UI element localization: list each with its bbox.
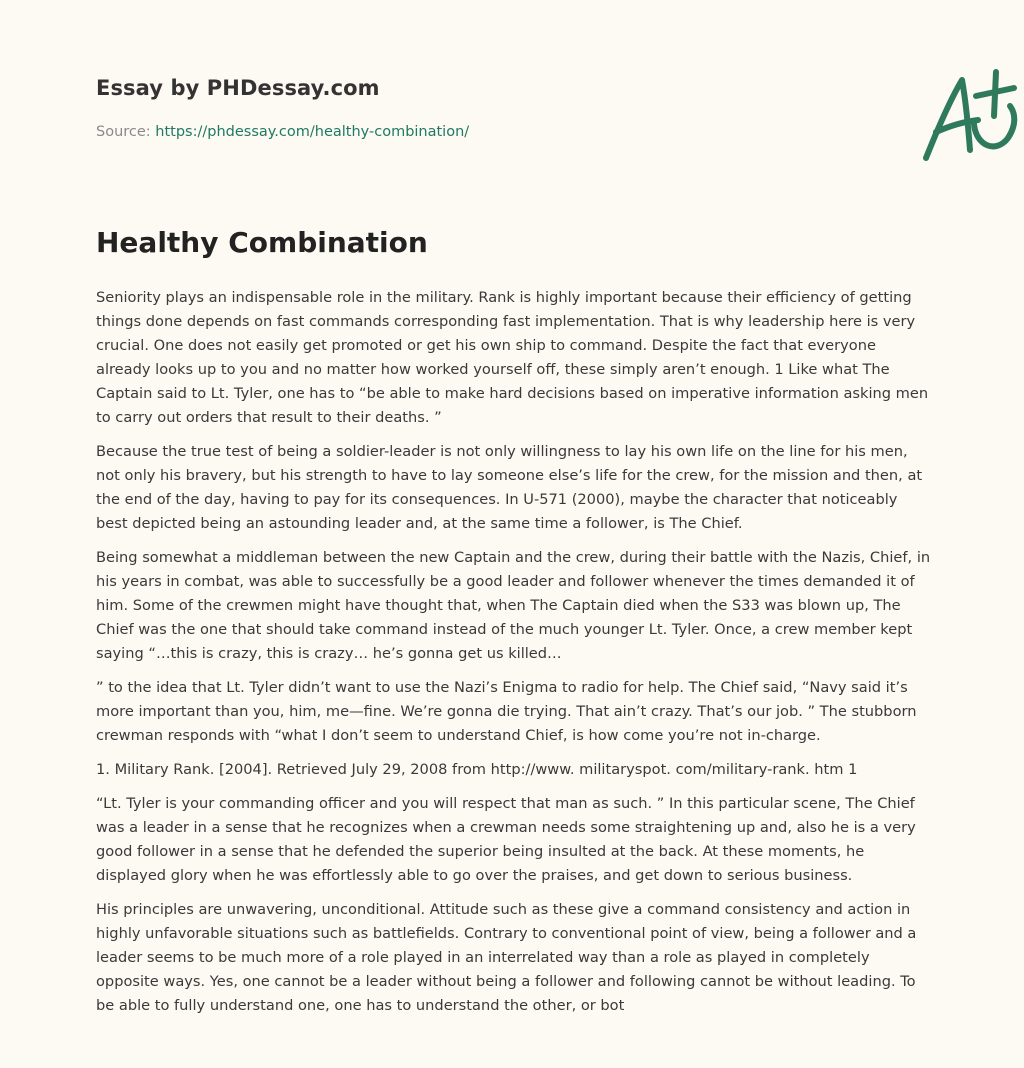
essay-title: Healthy Combination	[96, 226, 428, 259]
paragraph: “Lt. Tyler is your commanding officer and you will respect that man as such. ” In this particular scene, The Chief was a leader in a sense that he recognizes when a crewman needs some straightening up and, also he is a very good follower in a sense that he defended the superior being insulted at the back. At these moments, he displayed glory when he was effortlessly able to go over the praises, and get down to serious business.	[96, 795, 916, 884]
source-label: Source:	[96, 124, 156, 140]
essay-body	[96, 286, 932, 1028]
a-plus-logo-icon	[916, 66, 1024, 166]
paragraph: Because the true test of being a soldier-leader is not only willingness to lay his own life on the line for his men, not only his bravery, but his strength to have to lay someone else’s life for the crew, for the mission and then, at the end of the day, having to pay for its consequences. In U-571 (2000), maybe the character that noticeably best depicted being an astounding leader and, at the same time a follower, is The Chief.	[96, 443, 923, 532]
source-link[interactable]: https://phdessay.com/healthy-combination/	[155, 124, 470, 140]
source-line	[96, 124, 469, 140]
paragraph: His principles are unwavering, unconditional. Attitude such as these give a command consistency and action in highly unfavorable situations such as battlefields. Contrary to conventional point of view, being a follower and a leader seems to be much more of a role played in an interrelated way than a role as played in completely opposite ways. Yes, one cannot be a leader without being a follower and following cannot be without leading. To be able to fully understand one, one has to understand the other, or bot	[96, 901, 917, 1014]
paragraph: ” to the idea that Lt. Tyler didn’t want to use the Nazi’s Enigma to radio for help. The Chief said, “Navy said it’s more important than you, him, me—fine. We’re gonna die trying. That ain’t crazy. That’s our job. ” The stubborn crewman responds with “what I don’t seem to understand Chief, is how come you’re not in-charge.	[96, 679, 917, 744]
paragraph: Seniority plays an indispensable role in the military. Rank is highly important because their efficiency of getting things done depends on fast commands corresponding fast implementation. That is why leadership here is very crucial. One does not easily get promoted or get his own ship to command. Despite the fact that everyone already looks up to you and no matter how worked yourself off, these simply aren’t enough. 1 Like what The Captain said to Lt. Tyler, one has to “be able to make hard decisions based on imperative information asking men to carry out orders that result to their deaths. ”	[96, 289, 929, 426]
site-title: Essay by PHDessay.com	[96, 76, 380, 100]
footnote: 1. Military Rank. [2004]. Retrieved July 29, 2008 from http://www. militaryspot. com/military-rank. htm 1	[96, 761, 858, 778]
paragraph: Being somewhat a middleman between the new Captain and the crew, during their battle with the Nazis, Chief, in his years in combat, was able to successfully be a good leader and follower whenever the times demanded it of him. Some of the crewmen might have thought that, when The Captain died when the S33 was blown up, The Chief was the one that should take command instead of the much younger Lt. Tyler. Once, a crew member kept saying “…this is crazy, this is crazy… he’s gonna get us killed…	[96, 549, 931, 662]
